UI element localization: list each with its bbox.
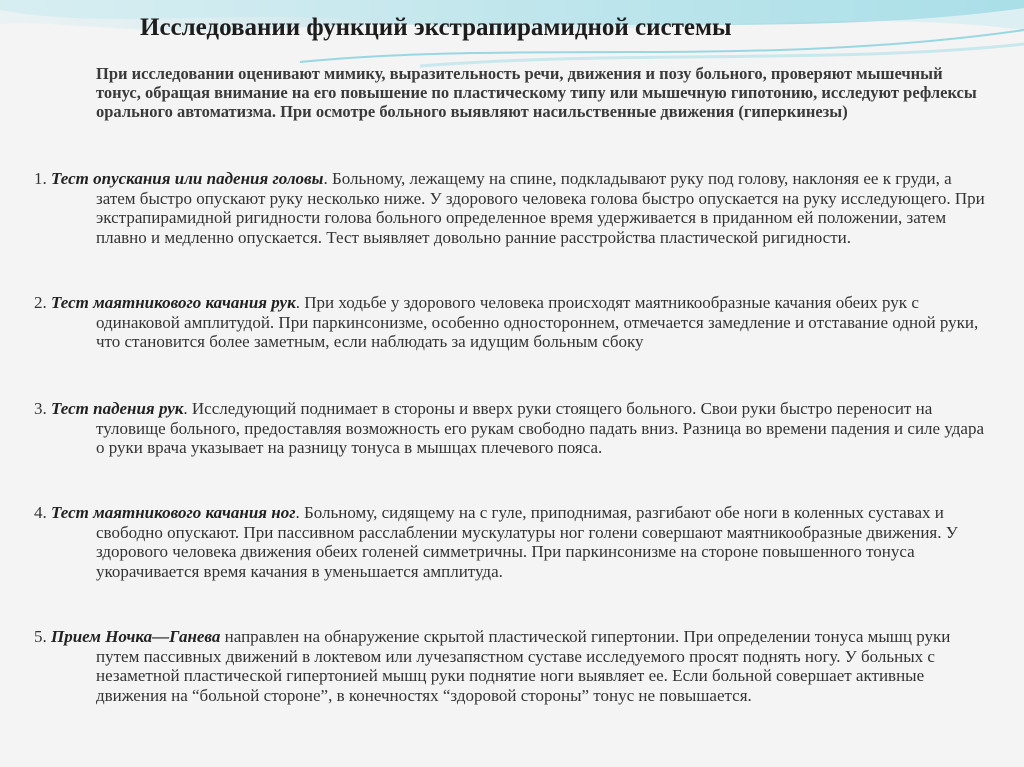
item-title: Тест маятникового качания ног [51,503,296,522]
item-title: Прием Ночка—Ганева [51,627,221,646]
test-item [34,293,994,352]
item-number: 2. [34,293,47,312]
test-item [34,169,994,247]
item-number: 4. [34,503,47,522]
item-number: 3. [34,399,47,418]
test-item [34,399,994,458]
intro-paragraph: При исследовании оценивают мимику, выразительность речи, движения и позу больного, проверяют мышечный тонус, обращая внимание на его повышение по пластическому типу или мышечную гипотонию, исследуют рефлексы орального автоматизма. При осмотре больного выявляют насильственные движения (гиперкинезы) [96,64,977,121]
item-text: . Исследующий поднимает в стороны и вверх руки стоящего больного. Свои руки быстро переносит на туловище больного, предоставляя возможность его рукам свободно падать вниз. Разница во времени падения и силе удара о руки врача указывает на разницу тонуса в мышцах плечевого пояса. [96,399,985,457]
item-text: . Больному, лежащему на спине, подкладывают руку под голову, наклоняя ее к груди, а затем быстро опускают руку несколько ниже. У здорового человека голова быстро опускается на руку исследующего. При экстрапирамидной ригидности голова больного определенное время удерживается в приданном ей положении, затем плавно и медленно опускается. Тест выявляет довольно ранние расстройства пластической ригидности. [96,169,985,247]
item-text: . При ходьбе у здорового человека происходят маятникообразные качания обеих рук с одинаковой амплитудой. При паркинсонизме, особенно одностороннем, отмечается замедление и отставание одной руки, что становится более заметным, если наблюдать за идущим больным сбоку [96,293,979,351]
item-number: 1. [34,169,47,188]
item-title: Тест опускания или падения головы [51,169,324,188]
item-text: направлен на обнаружение скрытой пластической гипертонии. При определении тонуса мышц руки путем пассивных движений в локтевом или лучезапястном суставе исследуемого просят поднять ногу. У больных с незаметной пластической гипертонией мышц руки поднятие ноги выявляет ее. Если больной совершает активные движения на “больной стороне”, в конечностях “здоровой стороны” тонус не повышается. [96,627,951,705]
item-title: Тест падения рук [51,399,184,418]
item-text: . Больному, сидящему на с гуле, приподнимая, разгибают обе ноги в коленных суставах и свободно опускают. При пассивном расслаблении мускулатуры ног голени совершают маятникообразные движения. У здорового человека движения обеих голеней симметричны. При паркинсонизме на стороне повышенного тонуса укорачивается время качания в уменьшается амплитуда. [96,503,958,581]
test-item [34,503,994,581]
item-title: Тест маятникового качания рук [51,293,296,312]
slide-title: Исследовании функций экстрапирамидной системы [140,14,732,41]
item-number: 5. [34,627,47,646]
test-item [34,627,994,705]
